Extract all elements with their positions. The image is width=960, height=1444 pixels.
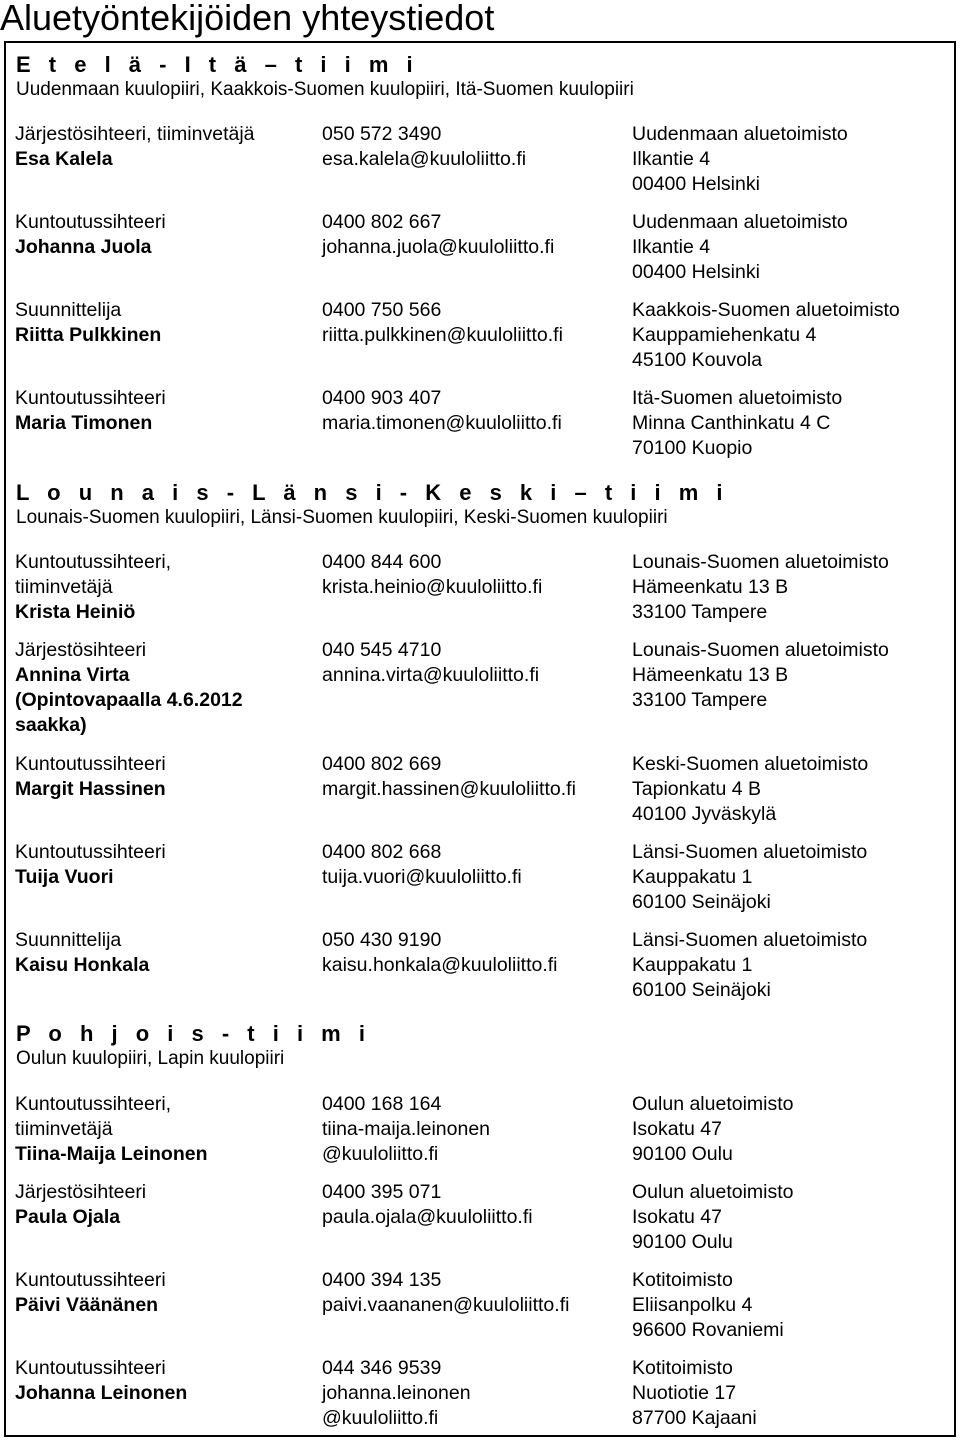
office-column <box>632 1092 794 1167</box>
person-column <box>15 840 305 890</box>
person-name-line: Krista Heiniö <box>15 601 136 623</box>
job-title-line: Kuntoutussihteeri <box>15 841 166 863</box>
phone-email-line: 0400 903 407 <box>322 387 442 409</box>
office-address-line: 33100 Tampere <box>632 601 768 623</box>
office-address-line: 87700 Kajaani <box>632 1407 757 1429</box>
office-address-line: Kotitoimisto <box>632 1269 733 1291</box>
phone-email-line: 040 545 4710 <box>322 639 442 661</box>
person-column <box>15 752 305 802</box>
team-header <box>16 52 634 102</box>
contact-column <box>322 1092 490 1167</box>
office-address-line: 60100 Seinäjoki <box>632 979 771 1001</box>
person-name-line: Kaisu Honkala <box>15 954 150 976</box>
office-address-line: Eliisanpolku 4 <box>632 1294 753 1316</box>
phone-email-line: 0400 750 566 <box>322 299 442 321</box>
office-address-line: Kaakkois-Suomen aluetoimisto <box>632 299 900 321</box>
person-name-line: (Opintovapaalla 4.6.2012 <box>15 689 243 711</box>
office-address-line: 33100 Tampere <box>632 689 768 711</box>
team-districts: Lounais-Suomen kuulopiiri, Länsi-Suomen kuulopiiri, Keski-Suomen kuulopiiri <box>16 507 668 528</box>
office-column <box>632 752 868 827</box>
office-address-line: Kauppakatu 1 <box>632 866 753 888</box>
office-address-line: 40100 Jyväskylä <box>632 803 777 825</box>
job-title-line: Suunnittelija <box>15 299 122 321</box>
person-name-line: Annina Virta <box>15 664 130 686</box>
phone-email-line: 050 572 3490 <box>322 123 442 145</box>
job-title-line: Kuntoutussihteeri <box>15 1357 166 1379</box>
office-column <box>632 840 867 915</box>
office-address-line: Hämeenkatu 13 B <box>632 576 789 598</box>
person-column <box>15 1092 305 1167</box>
job-title-line: tiiminvetäjä <box>15 1118 113 1140</box>
office-column <box>632 122 848 197</box>
team-name: L o u n a i s - L ä n s i - K e s k i – t i i m i <box>16 480 729 505</box>
page-title: Aluetyöntekijöiden yhteystiedot <box>0 0 495 38</box>
team-header <box>16 480 729 530</box>
person-column <box>15 122 305 172</box>
phone-email-line: @kuuloliitto.fi <box>322 1407 439 1429</box>
person-name-line: Päivi Väänänen <box>15 1294 159 1316</box>
office-address-line: Kauppakatu 1 <box>632 954 753 976</box>
person-column <box>15 1180 305 1230</box>
phone-email-line: esa.kalela@kuuloliitto.fi <box>322 148 527 170</box>
office-address-line: 00400 Helsinki <box>632 173 760 195</box>
person-name-line: Margit Hassinen <box>15 778 166 800</box>
office-address-line: 00400 Helsinki <box>632 261 760 283</box>
office-address-line: Länsi-Suomen aluetoimisto <box>632 841 868 863</box>
phone-email-line: 0400 395 071 <box>322 1181 442 1203</box>
office-address-line: Tapionkatu 4 B <box>632 778 762 800</box>
job-title-line: Järjestösihteeri <box>15 639 147 661</box>
contact-column <box>322 1268 569 1318</box>
job-title-line: Järjestösihteeri, tiiminvetäjä <box>15 123 255 145</box>
phone-email-line: 0400 168 164 <box>322 1093 442 1115</box>
person-column <box>15 638 305 738</box>
office-address-line: Keski-Suomen aluetoimisto <box>632 753 869 775</box>
phone-email-line: paivi.vaananen@kuuloliitto.fi <box>322 1294 570 1316</box>
phone-email-line: 050 430 9190 <box>322 929 442 951</box>
person-column <box>15 1356 305 1406</box>
team-name: P o h j o i s - t i i m i <box>16 1021 371 1046</box>
office-address-line: Lounais-Suomen aluetoimisto <box>632 639 889 661</box>
person-column <box>15 298 305 348</box>
contact-column <box>322 1180 533 1230</box>
team-name: E t e l ä - I t ä – t i i m i <box>16 52 419 77</box>
person-name-line: Maria Timonen <box>15 412 153 434</box>
office-address-line: Isokatu 47 <box>632 1206 722 1228</box>
person-name-line: Paula Ojala <box>15 1206 121 1228</box>
job-title-line: Suunnittelija <box>15 929 122 951</box>
job-title-line: Kuntoutussihteeri <box>15 753 166 775</box>
phone-email-line: 0400 802 668 <box>322 841 442 863</box>
phone-email-line: johanna.juola@kuuloliitto.fi <box>322 236 555 258</box>
phone-email-line: 0400 844 600 <box>322 551 442 573</box>
job-title-line: Kuntoutussihteeri, <box>15 551 172 573</box>
contact-column <box>322 752 576 802</box>
office-address-line: Nuotiotie 17 <box>632 1382 737 1404</box>
phone-email-line: tuija.vuori@kuuloliitto.fi <box>322 866 522 888</box>
contact-column <box>322 1356 471 1431</box>
office-address-line: 45100 Kouvola <box>632 349 763 371</box>
phone-email-line: paula.ojala@kuuloliitto.fi <box>322 1206 533 1228</box>
person-name-line: saakka) <box>15 714 87 736</box>
person-name-line: Johanna Leinonen <box>15 1382 188 1404</box>
person-column <box>15 1268 305 1318</box>
phone-email-line: margit.hassinen@kuuloliitto.fi <box>322 778 576 800</box>
contact-column <box>322 840 522 890</box>
office-address-line: Oulun aluetoimisto <box>632 1093 794 1115</box>
phone-email-line: kaisu.honkala@kuuloliitto.fi <box>322 954 558 976</box>
contact-column <box>322 638 539 688</box>
job-title-line: tiiminvetäjä <box>15 576 113 598</box>
office-address-line: Kotitoimisto <box>632 1357 733 1379</box>
contact-column <box>322 298 563 348</box>
office-column <box>632 210 848 285</box>
phone-email-line: tiina-maija.leinonen <box>322 1118 491 1140</box>
phone-email-line: 0400 394 135 <box>322 1269 442 1291</box>
person-column <box>15 928 305 978</box>
office-column <box>632 386 842 461</box>
person-name-line: Tiina-Maija Leinonen <box>15 1143 208 1165</box>
office-address-line: Hämeenkatu 13 B <box>632 664 789 686</box>
office-address-line: Isokatu 47 <box>632 1118 722 1140</box>
team-header <box>16 1021 371 1071</box>
team-districts: Uudenmaan kuulopiiri, Kaakkois-Suomen kuulopiiri, Itä-Suomen kuulopiiri <box>16 79 634 100</box>
team-districts: Oulun kuulopiiri, Lapin kuulopiiri <box>16 1048 285 1069</box>
person-column <box>15 386 305 436</box>
office-column <box>632 550 889 625</box>
office-address-line: Ilkantie 4 <box>632 148 711 170</box>
phone-email-line: johanna.leinonen <box>322 1382 471 1404</box>
phone-email-line: maria.timonen@kuuloliitto.fi <box>322 412 562 434</box>
office-column <box>632 1268 784 1343</box>
job-title-line: Kuntoutussihteeri <box>15 211 166 233</box>
office-address-line: Oulun aluetoimisto <box>632 1181 794 1203</box>
office-column <box>632 1356 757 1431</box>
office-address-line: Lounais-Suomen aluetoimisto <box>632 551 889 573</box>
contact-column <box>322 210 554 260</box>
phone-email-line: annina.virta@kuuloliitto.fi <box>322 664 540 686</box>
phone-email-line: @kuuloliitto.fi <box>322 1143 439 1165</box>
phone-email-line: 044 346 9539 <box>322 1357 442 1379</box>
contact-column <box>322 550 542 600</box>
person-name-line: Riitta Pulkkinen <box>15 324 162 346</box>
person-name-line: Johanna Juola <box>15 236 152 258</box>
phone-email-line: 0400 802 669 <box>322 753 442 775</box>
office-address-line: 90100 Oulu <box>632 1231 733 1253</box>
office-address-line: Kauppamiehenkatu 4 <box>632 324 817 346</box>
contact-column <box>322 928 558 978</box>
office-address-line: Itä-Suomen aluetoimisto <box>632 387 843 409</box>
phone-email-line: riitta.pulkkinen@kuuloliitto.fi <box>322 324 563 346</box>
office-column <box>632 928 867 1003</box>
office-address-line: Ilkantie 4 <box>632 236 711 258</box>
job-title-line: Kuntoutussihteeri <box>15 387 166 409</box>
office-address-line: 96600 Rovaniemi <box>632 1319 784 1341</box>
office-address-line: Uudenmaan aluetoimisto <box>632 211 848 233</box>
office-address-line: Minna Canthinkatu 4 C <box>632 412 831 434</box>
person-column <box>15 550 305 625</box>
office-address-line: 90100 Oulu <box>632 1143 733 1165</box>
job-title-line: Järjestösihteeri <box>15 1181 147 1203</box>
job-title-line: Kuntoutussihteeri, <box>15 1093 172 1115</box>
contact-column <box>322 122 526 172</box>
job-title-line: Kuntoutussihteeri <box>15 1269 166 1291</box>
office-column <box>632 1180 794 1255</box>
person-name-line: Esa Kalela <box>15 148 113 170</box>
person-column <box>15 210 305 260</box>
contact-column <box>322 386 562 436</box>
office-address-line: 70100 Kuopio <box>632 437 753 459</box>
office-column <box>632 638 889 713</box>
phone-email-line: krista.heinio@kuuloliitto.fi <box>322 576 543 598</box>
person-name-line: Tuija Vuori <box>15 866 114 888</box>
office-address-line: Länsi-Suomen aluetoimisto <box>632 929 868 951</box>
office-column <box>632 298 900 373</box>
office-address-line: Uudenmaan aluetoimisto <box>632 123 848 145</box>
office-address-line: 60100 Seinäjoki <box>632 891 771 913</box>
phone-email-line: 0400 802 667 <box>322 211 442 233</box>
